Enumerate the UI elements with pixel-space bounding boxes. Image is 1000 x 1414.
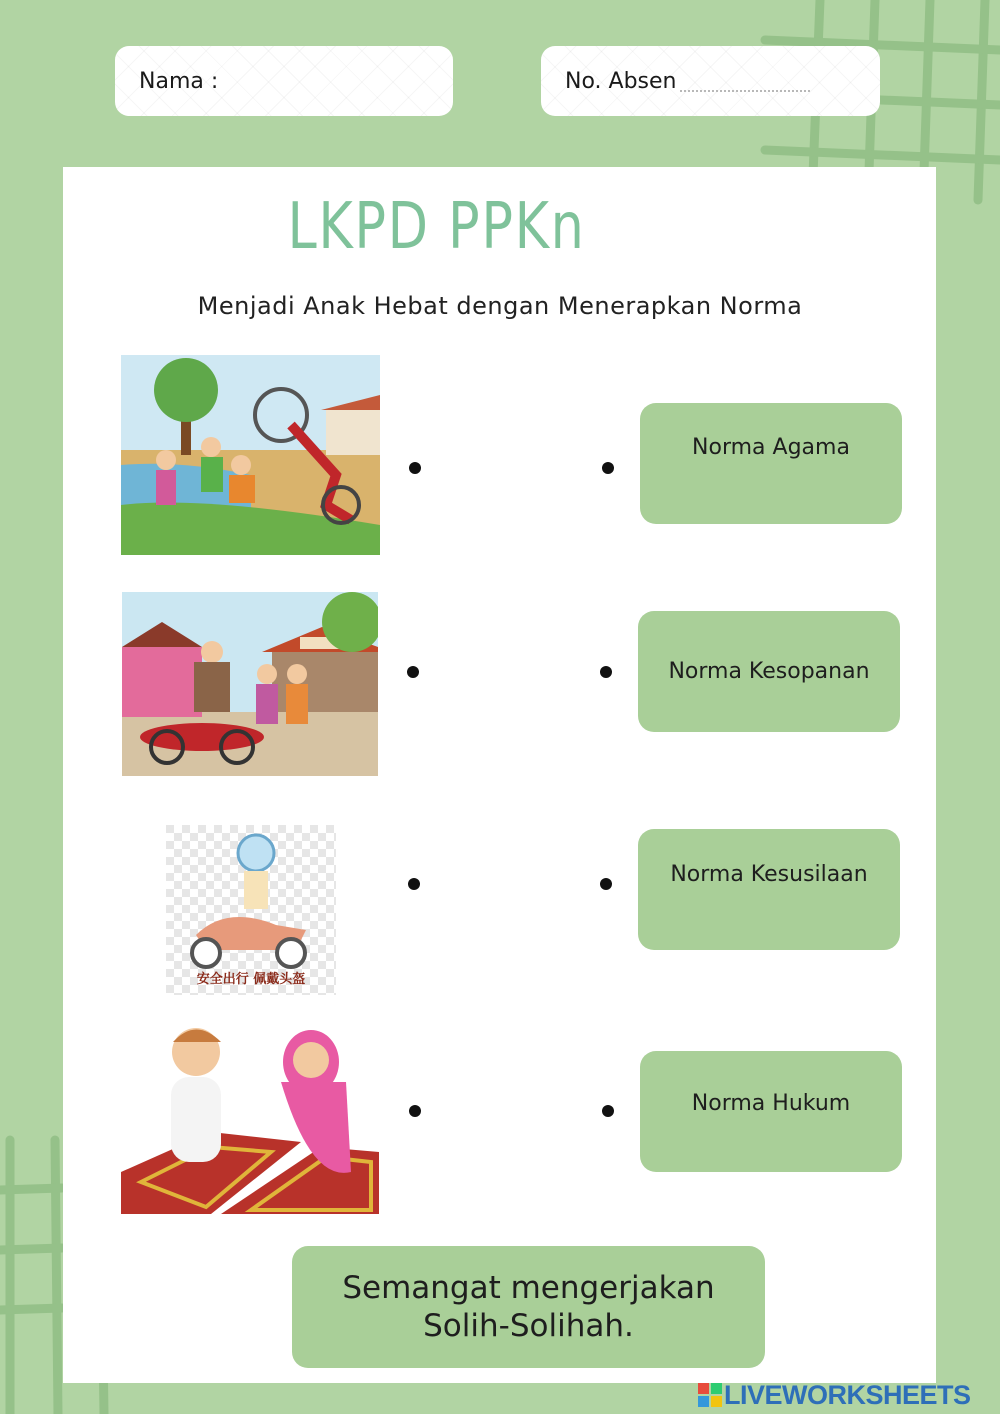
name-input-line[interactable] xyxy=(222,71,352,91)
option-dot-4[interactable] xyxy=(602,1105,614,1117)
picture-dot-1[interactable] xyxy=(409,462,421,474)
absen-input-line[interactable] xyxy=(680,70,810,92)
picture-helping-cyclist xyxy=(121,355,380,555)
helmet-caption: 安全出行 佩戴头盔 xyxy=(196,972,306,987)
liveworksheets-logo[interactable] xyxy=(698,1380,971,1410)
option-label: Norma Hukum xyxy=(691,1091,851,1116)
option-norma-agama[interactable] xyxy=(640,403,902,524)
picture-greeting-neighbor xyxy=(122,592,378,776)
encouragement-line-1: Semangat mengerjakan xyxy=(342,1270,715,1306)
picture-praying-children xyxy=(121,1022,379,1214)
option-dot-3[interactable] xyxy=(600,878,612,890)
page-subtitle: Menjadi Anak Hebat dengan Menerapkan Norma xyxy=(197,292,803,320)
page-title: LKPD PPKn xyxy=(287,190,586,264)
picture-helmet-scooter xyxy=(166,825,336,995)
picture-dot-3[interactable] xyxy=(408,878,420,890)
option-label: Norma Kesusilaan xyxy=(670,862,868,887)
picture-dot-4[interactable] xyxy=(409,1105,421,1117)
option-dot-1[interactable] xyxy=(602,462,614,474)
option-norma-kesopanan[interactable] xyxy=(638,611,900,732)
liveworksheets-icon xyxy=(698,1383,722,1407)
option-norma-hukum[interactable] xyxy=(640,1051,902,1172)
option-norma-kesusilaan[interactable] xyxy=(638,829,900,950)
option-label: Norma Agama xyxy=(692,435,850,460)
option-dot-2[interactable] xyxy=(600,666,612,678)
name-field[interactable] xyxy=(115,46,453,116)
encouragement-line-2: Solih-Solihah. xyxy=(423,1308,634,1344)
encouragement-box xyxy=(292,1246,765,1368)
picture-dot-2[interactable] xyxy=(407,666,419,678)
name-label: Nama : xyxy=(139,68,219,94)
option-label: Norma Kesopanan xyxy=(668,659,870,684)
absen-label: No. Absen xyxy=(565,68,677,94)
brand-name: LIVEWORKSHEETS xyxy=(724,1379,971,1410)
absen-field[interactable] xyxy=(541,46,880,116)
